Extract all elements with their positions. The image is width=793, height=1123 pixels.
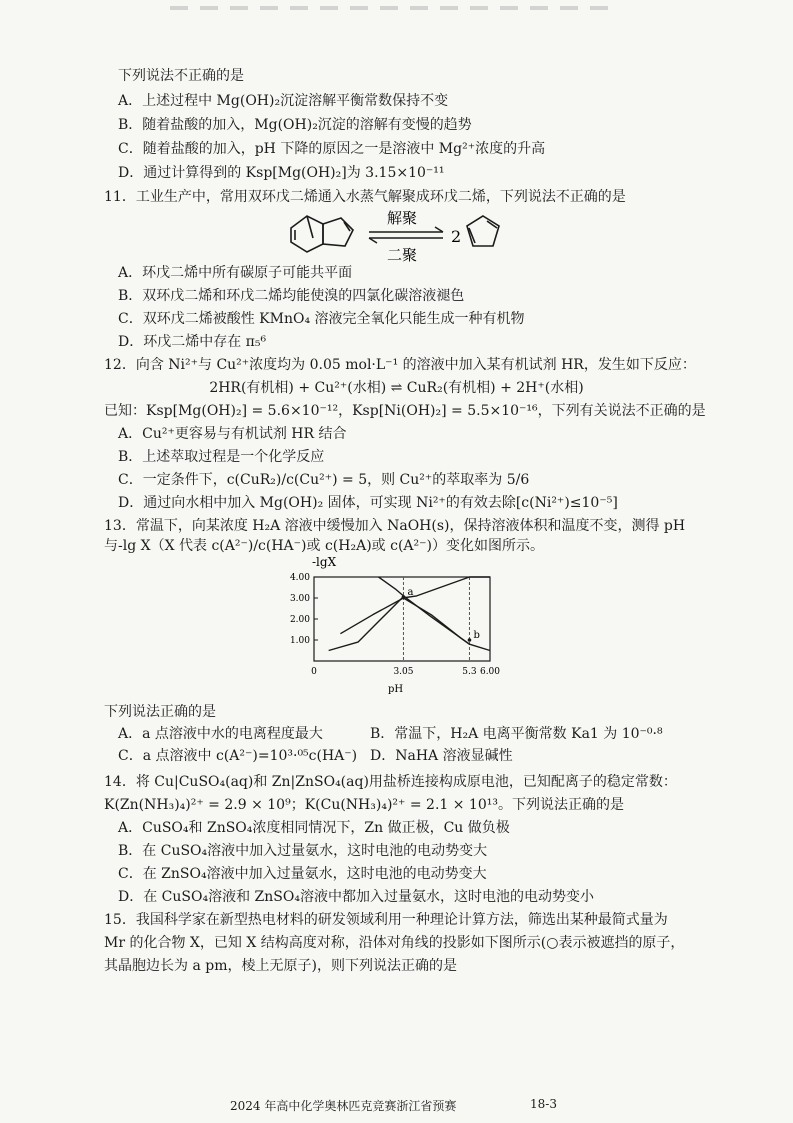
q14-stem-2: K(Zn(NH₃)₄)²⁺ = 2.9 × 10⁹；K(Cu(NH₃)₄)²⁺ = 2.1 × 10¹³。下列说法正确的是 [104, 797, 624, 813]
q13-stem-1: 13．常温下，向某浓度 H₂A 溶液中缓慢加入 NaOH(s)，保持溶液体积和温度不变，测得 pH [104, 518, 686, 534]
q10-option-a: A．上述过程中 Mg(OH)₂沉淀溶解平衡常数保持不变 [118, 93, 449, 109]
q12-option-d: D．通过向水相中加入 Mg(OH)₂ 固体，可实现 Ni²⁺的有效去除[c(Ni²⁺)≤10⁻⁵] [118, 495, 618, 511]
q13-prompt: 下列说法正确的是 [104, 704, 216, 720]
q11-stem: 11．工业生产中，常用双环戊二烯通入水蒸气解聚成环戊二烯，下列说法不正确的是 [104, 189, 626, 205]
x-tick-label: 0 [311, 667, 317, 677]
q10-prompt: 下列说法不正确的是 [118, 68, 244, 84]
y-tick-label: 4.00 [289, 573, 310, 583]
q13-option-d: D．NaHA 溶液显碱性 [370, 748, 513, 764]
footer-title: 2024 年高中化学奥林匹克竞赛浙江省预赛 [230, 1099, 457, 1113]
forward-label: 解聚 [387, 209, 418, 227]
series-line-3 [379, 577, 470, 644]
q10-option-b: B．随着盐酸的加入，Mg(OH)₂沉淀的溶解有变慢的趋势 [118, 117, 472, 133]
q15-stem-1: 15．我国科学家在新型热电材料的研发领域利用一种理论计算方法，筛选出某种最简式量为 [104, 912, 668, 928]
q11-option-b: B．双环戊二烯和环戊二烯均能使溴的四氯化碳溶液褪色 [118, 288, 465, 304]
coefficient: 2 [451, 227, 462, 246]
q10-option-d: D．通过计算得到的 Ksp[Mg(OH)₂]为 3.15×10⁻¹¹ [118, 165, 445, 181]
y-tick-label: 3.00 [289, 594, 310, 604]
point-b [468, 638, 472, 642]
q14-option-c: C．在 ZnSO₄溶液中加入过量氨水，这时电池的电动势变大 [118, 866, 487, 882]
q12-option-c: C．一定条件下，c(CuR₂)/c(Cu²⁺) = 5，则 Cu²⁺的萃取率为 5/6 [118, 472, 530, 488]
q12-option-a: A．Cu²⁺更容易与有机试剂 HR 结合 [118, 426, 347, 442]
q11-option-c: C．双环戊二烯被酸性 KMnO₄ 溶液完全氧化只能生成一种有机物 [118, 311, 525, 327]
q11-option-a: A．环戊二烯中所有碳原子可能共平面 [118, 265, 353, 281]
q13-option-a: A．a 点溶液中水的电离程度最大 [118, 726, 323, 742]
q14-option-d: D．在 CuSO₄溶液和 ZnSO₄溶液中都加入过量氨水，这时电池的电动势变小 [118, 889, 594, 905]
y-axis-label: -lgX [312, 555, 337, 569]
point-label-a: a [407, 586, 414, 598]
backward-label: 二聚 [387, 246, 418, 264]
q13-graph [280, 552, 510, 697]
q12-stem: 12．向含 Ni²⁺与 Cu²⁺浓度均为 0.05 mol·L⁻¹ 的溶液中加入某有机试剂 HR，发生如下反应： [104, 357, 696, 373]
q12-equation: 2HR(有机相) + Cu²⁺(水相) ⇌ CuR₂(有机相) + 2H⁺(水相) [209, 380, 584, 396]
x-tick-label: 5.3 [462, 667, 477, 677]
q13-option-c: C．a 点溶液中 c(A²⁻)=10³·⁰⁵c(HA⁻) [118, 748, 358, 764]
point-label-b: b [473, 630, 480, 641]
x-axis-label: pH [388, 684, 404, 695]
q13-option-b: B．常温下，H₂A 电离平衡常数 Ka1 为 10⁻⁰·⁸ [370, 726, 663, 742]
q15-stem-3: 其晶胞边长为 a pm，棱上无原子)，则下列说法正确的是 [104, 958, 457, 974]
x-tick-label: 3.05 [393, 667, 414, 677]
page-number: 18-3 [530, 1097, 557, 1111]
y-tick-label: 1.00 [289, 636, 310, 646]
q14-option-b: B．在 CuSO₄溶液中加入过量氨水，这时电池的电动势变大 [118, 843, 488, 859]
dicyclopentadiene-structure [291, 216, 353, 252]
q11-option-d: D．环戊二烯中存在 π₅⁶ [118, 334, 267, 350]
plot-frame [314, 577, 490, 661]
q12-option-b: B．上述萃取过程是一个化学反应 [118, 449, 325, 465]
point-a [402, 595, 406, 599]
y-tick-label: 2.00 [289, 615, 310, 625]
q12-known: 已知：Ksp[Mg(OH)₂] = 5.6×10⁻¹²，Ksp[Ni(OH)₂] = 5.5×10⁻¹⁶，下列有关说法不正确的是 [104, 403, 706, 419]
q15-stem-2: Mr 的化合物 X，已知 X 结构高度对称，沿体对角线的投影如下图所示(○表示被遮挡的原子， [104, 935, 685, 951]
scan-noise [170, 6, 610, 10]
q13-stem-2: 与-lg X（X 代表 c(A²⁻)/c(HA⁻)或 c(H₂A)或 c(A²⁻)）变化如图所示。 [104, 538, 544, 554]
x-tick-label: 6.00 [479, 667, 501, 677]
q14-stem-1: 14．将 Cu|CuSO₄(aq)和 Zn|ZnSO₄(aq)用盐桥连接构成原电池，已知配离子的稳定常数： [104, 774, 677, 790]
q10-option-c: C．随着盐酸的加入，pH 下降的原因之一是溶液中 Mg²⁺浓度的升高 [118, 141, 546, 157]
cyclopentadiene-structure [467, 216, 499, 246]
q14-option-a: A．CuSO₄和 ZnSO₄浓度相同情况下，Zn 做正极，Cu 做负极 [118, 820, 510, 836]
dicyclopentadiene-reaction [283, 198, 523, 268]
